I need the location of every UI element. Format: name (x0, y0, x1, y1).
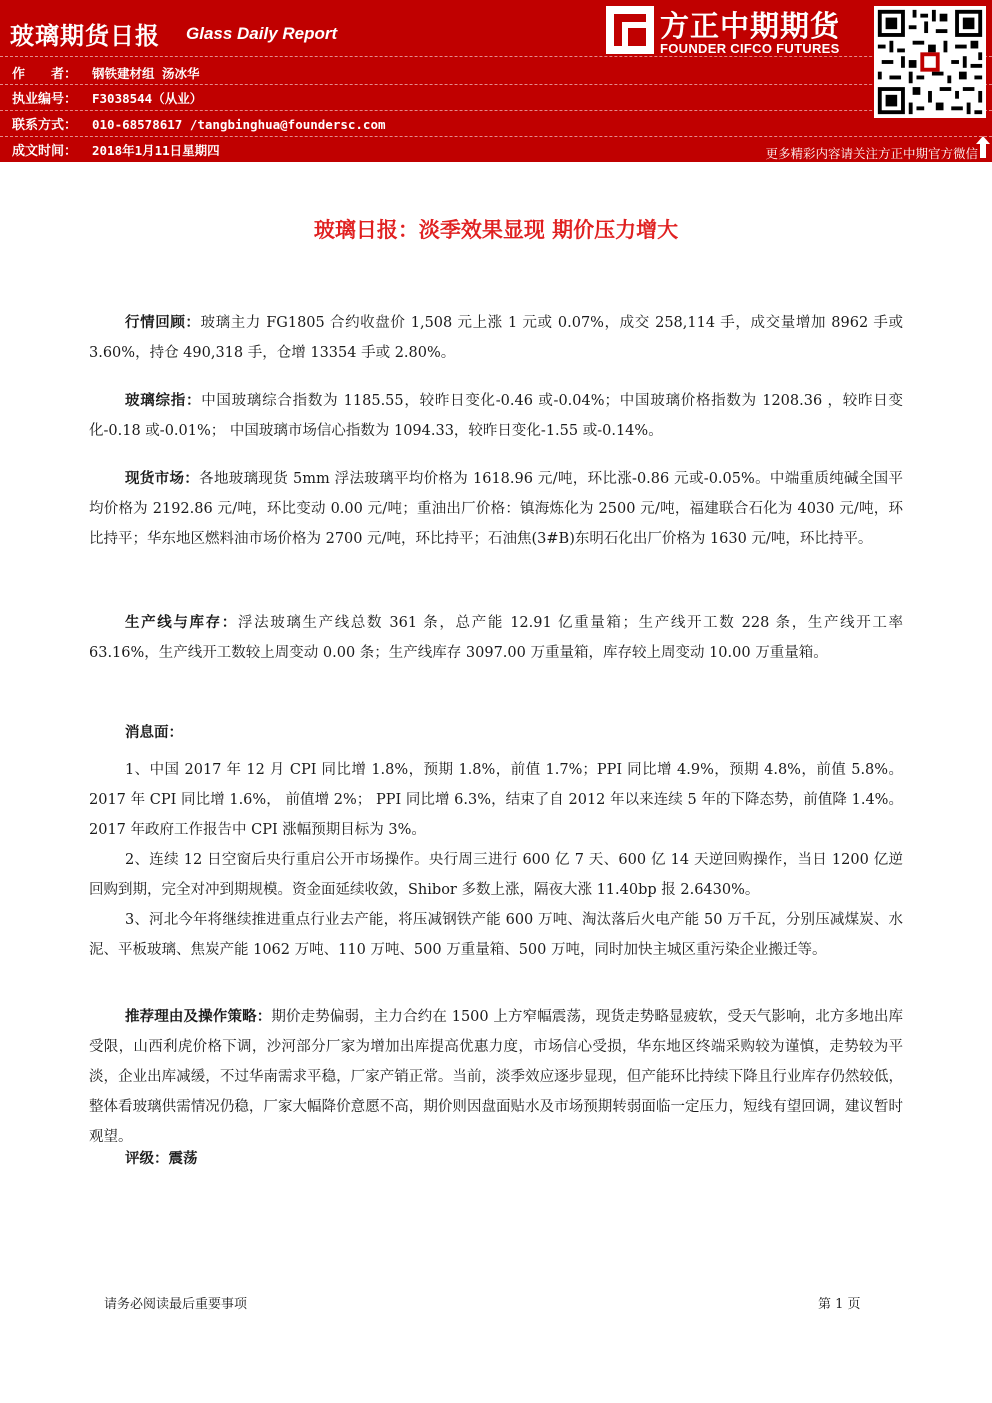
section-heading: 玻璃综指： (125, 393, 202, 409)
section-spot-market (89, 464, 903, 554)
news-item: 1、中国 2017 年 12 月 CPI 同比增 1.8%，预期 1.8%，前值 1.7%；PPI 同比增 4.9%，预期 4.8%，前值 5.8%。2017 年 CPI 同比增 1.6%， 前值增 2%； PPI 同比增 6.3%，结束了自 2012 年以来连续 5 年的下降态势，前值降 1.4%。2017 年政府工作报告中 CPI 涨幅预期目标为 3%。 (89, 762, 903, 838)
header-divider (0, 84, 992, 85)
section-heading: 评级： (125, 1151, 169, 1167)
section-rating (89, 1144, 903, 1174)
header-divider (0, 136, 992, 137)
meta-date (12, 140, 220, 160)
section-heading: 生产线与库存： (125, 615, 238, 631)
meta-value[interactable]: 010-68578617 /tangbinghua@foundersc.com (92, 117, 386, 132)
up-arrow-icon (976, 136, 990, 158)
rating-value: 震荡 (168, 1151, 198, 1167)
section-text: 中国玻璃综合指数为 1185.55，较昨日变化-0.46 或-0.04%；中国玻璃价格指数为 1208.36 ，较昨日变化-0.18 或-0.01%； 中国玻璃市场信心指数为 1094.33，较昨日变化-1.55 或-0.14%。 (89, 393, 903, 439)
meta-value: F3038544（从业） (92, 91, 203, 106)
section-text: 各地玻璃现货 5mm 浮法玻璃平均价格为 1618.96 元/吨，环比涨-0.86 元或-0.05%。中端重质纯碱全国平均价格为 2192.86 元/吨，环比变动 0.00 元/吨；重油出厂价格：镇海炼化为 2500 元/吨，福建联合石化为 4030 元/吨，环比持平；华东地区燃料油市场价格为 2700 元/吨，环比持平；石油焦(3#B)东明石化出厂价格为 1630 元/吨，环比持平。 (89, 471, 904, 547)
company-name-cn: 方正中期期货 (660, 9, 841, 43)
news-item: 3、河北今年将继续推进重点行业去产能，将压减钢铁产能 600 万吨、淘汰落后火电产能 50 万千瓦，分别压减煤炭、水泥、平板玻璃、焦炭产能 1062 万吨、110 万吨、500 万重量箱、500 万吨，同时加快主城区重污染企业搬迁等。 (89, 912, 903, 958)
company-name-en: FOUNDER CIFCO FUTURES (660, 41, 840, 56)
footer-notice: 请务必阅读最后重要事项 (104, 1297, 248, 1312)
section-text: 浮法玻璃生产线总数 361 条，总产能 12.91 亿重量箱；生产线开工数 228 条，生产线开工率 63.16%，生产线开工数较上周变动 0.00 条；生产线库存 3097.00 万重量箱，库存较上周变动 10.00 万重量箱。 (89, 615, 904, 661)
meta-label: 作 者： (12, 67, 78, 82)
header-divider (0, 56, 992, 57)
news-item: 2、连续 12 日空窗后央行重启公开市场操作。央行周三进行 600 亿 7 天、600 亿 14 天逆回购操作，当日 1200 亿逆回购到期，完全对冲到期规模。资金面延续收敛，Shibor 多数上涨，隔夜大涨 11.40bp 报 2.6430%。 (89, 852, 903, 898)
report-header (0, 0, 992, 162)
section-text: 期价走势偏弱，主力合约在 1500 上方窄幅震荡，现货走势略显疲软，受天气影响，北方多地出库受限，山西利虎价格下调，沙河部分厂家为增加出库提高优惠力度，市场信心受损，华东地区终端采购较为谨慎，走势较为平淡，企业出库减缓，不过华南需求平稳，厂家产销正常。当前，淡季效应逐步显现，但产能环比持续下降且行业库存仍然较低，整体看玻璃供需情况仍稳，厂家大幅降价意愿不高，期价则因盘面贴水及市场预期转弱面临一定压力，短线有望回调，建议暂时观望。 (89, 1009, 904, 1145)
meta-label: 执业编号： (12, 92, 78, 107)
meta-license (12, 88, 202, 108)
meta-author (12, 63, 200, 83)
page-number: 第 1 页 (818, 1297, 861, 1312)
document-title: 玻璃日报：淡季效果显现 期价压力增大 (313, 218, 679, 242)
section-text: 玻璃主力 FG1805 合约收盘价 1,508 元上涨 1 元或 0.07%，成交 258,114 手，成交量增加 8962 手或 3.60%，持仓 490,318 手，仓增 13354 手或 2.80%。 (89, 315, 903, 361)
meta-value: 2018年1月11日星期四 (92, 143, 220, 158)
section-heading: 现货市场： (125, 471, 200, 487)
meta-value: 钢铁建材组 汤冰华 (92, 66, 200, 81)
meta-contact (12, 114, 386, 134)
section-heading: 行情回顾： (125, 315, 201, 331)
section-strategy (89, 1002, 903, 1152)
report-title-en: Glass Daily Report (186, 24, 338, 43)
section-heading: 推荐理由及操作策略： (125, 1009, 272, 1025)
report-title-cn: 玻璃期货日报 (10, 22, 160, 50)
section-production-inventory (89, 608, 903, 668)
section-news-heading: 消息面： (125, 725, 183, 741)
section-glass-index (89, 386, 903, 446)
meta-label: 联系方式： (12, 118, 78, 133)
founder-logo-icon (606, 6, 654, 54)
follow-wechat-text: 更多精彩内容请关注方正中期官方微信 (765, 146, 978, 161)
section-market-review (89, 308, 903, 368)
meta-label: 成文时间： (12, 144, 78, 159)
qr-code-icon (874, 6, 986, 118)
header-divider (0, 110, 992, 111)
